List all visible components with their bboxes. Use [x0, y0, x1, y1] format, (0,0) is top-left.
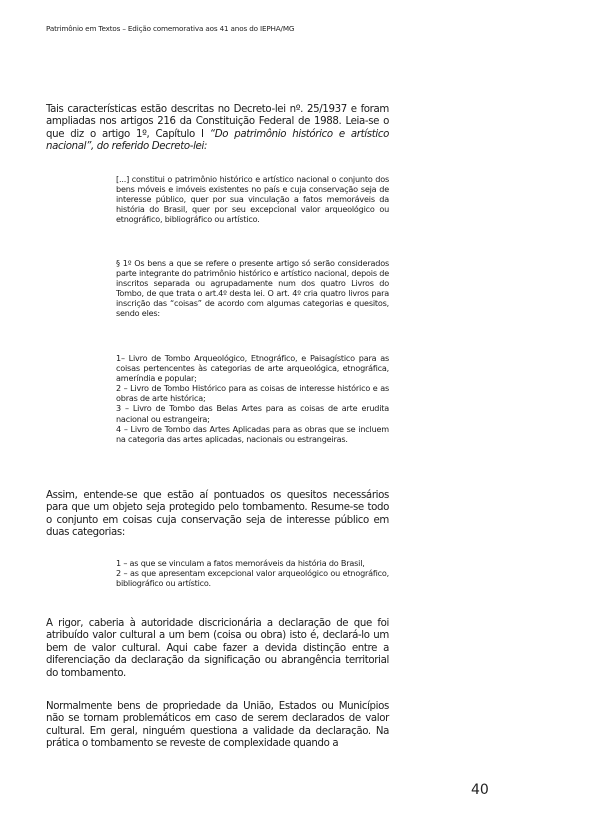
- page-number: 40: [471, 782, 489, 798]
- quote-categories-list: [116, 558, 389, 588]
- running-header: Patrimônio em Textos – Edição comemorativa aos 41 anos do IEPHA/MG: [46, 24, 295, 33]
- quote-decree-article: [...] constitui o patrimônio histórico e artístico nacional o conjunto dos bens móveis e imóveis existentes no país e cuja conservação seja de interesse público, quer por sua vinculação a fatos memoráveis da história do Brasil, quer por seu excepcional valor arqueológico ou etnográfico, bibliográfico ou artístico.: [116, 174, 389, 225]
- quote-livros-list: [116, 353, 389, 444]
- paragraph-assim: Assim, entende-se que estão aí pontuados os quesitos necessários para que um objeto seja protegido pelo tombamento. Resume-se todo o conjunto em coisas cuja conservação seja de interesse público em duas categorias:: [46, 490, 389, 539]
- list-item: 1 – as que se vinculam a fatos memoráveis da história do Brasil,: [116, 558, 365, 568]
- intro-text: Tais características estão descritas no Decreto-lei nº. 25/1937 e foram ampliadas nos artigos 216 da Constituição Federal de 1988. Leia-se o que diz o artigo 1º, Capítulo I: [46, 104, 389, 140]
- paragraph-a-rigor: A rigor, caberia à autoridade discricionária a declaração de que foi atribuído valor cultural a um bem (coisa ou obra) isto é, declará-lo um bem de valor cultural. Aqui cabe fazer a devida distinção entre a diferenciação da declaração da significação ou abrangência territorial do tombamento.: [46, 618, 389, 679]
- list-item: 2 – as que apresentam excepcional valor arqueológico ou etnográfico, bibliográfico ou artístico.: [116, 568, 389, 589]
- list-item: 4 – Livro de Tombo das Artes Aplicadas para as obras que se incluem na categoria das artes aplicadas, nacionais ou estrangeiras.: [116, 423, 389, 444]
- intro-italic-text: “Do patrimônio histórico e artístico nacional”, do referido Decreto-lei:: [46, 128, 389, 153]
- intro-paragraph: [46, 104, 389, 154]
- list-item: 2 – Livro de Tombo Histórico para as coisas de interesse histórico e as obras de arte histórica;: [116, 383, 389, 404]
- list-item: 1– Livro de Tombo Arqueológico, Etnográfico, e Paisagístico para as coisas pertencentes às categorias de arte arqueológica, etnográfica, ameríndia e popular;: [116, 353, 389, 384]
- quote-paragraph-one: § 1º Os bens a que se refere o presente artigo só serão considerados parte integrante do patrimônio histórico e artístico nacional, depois de inscritos separada ou agrupadamente num dos quatro Livros do Tombo, de que trata o art.4º desta lei. O art. 4º cria quatro livros para inscrição das “coisas” de acordo com algumas categorias e quesitos, sendo eles:: [116, 258, 389, 319]
- list-item: 3 – Livro de Tombo das Belas Artes para as coisas de arte erudita nacional ou estrangeira;: [116, 403, 389, 424]
- paragraph-normalmente: Normalmente bens de propriedade da União, Estados ou Municípios não se tornam problemáticos em caso de serem declarados de valor cultural. Em geral, ninguém questiona a validade da declaração. Na prática o tombamento se reveste de complexidade quando a: [46, 701, 389, 750]
